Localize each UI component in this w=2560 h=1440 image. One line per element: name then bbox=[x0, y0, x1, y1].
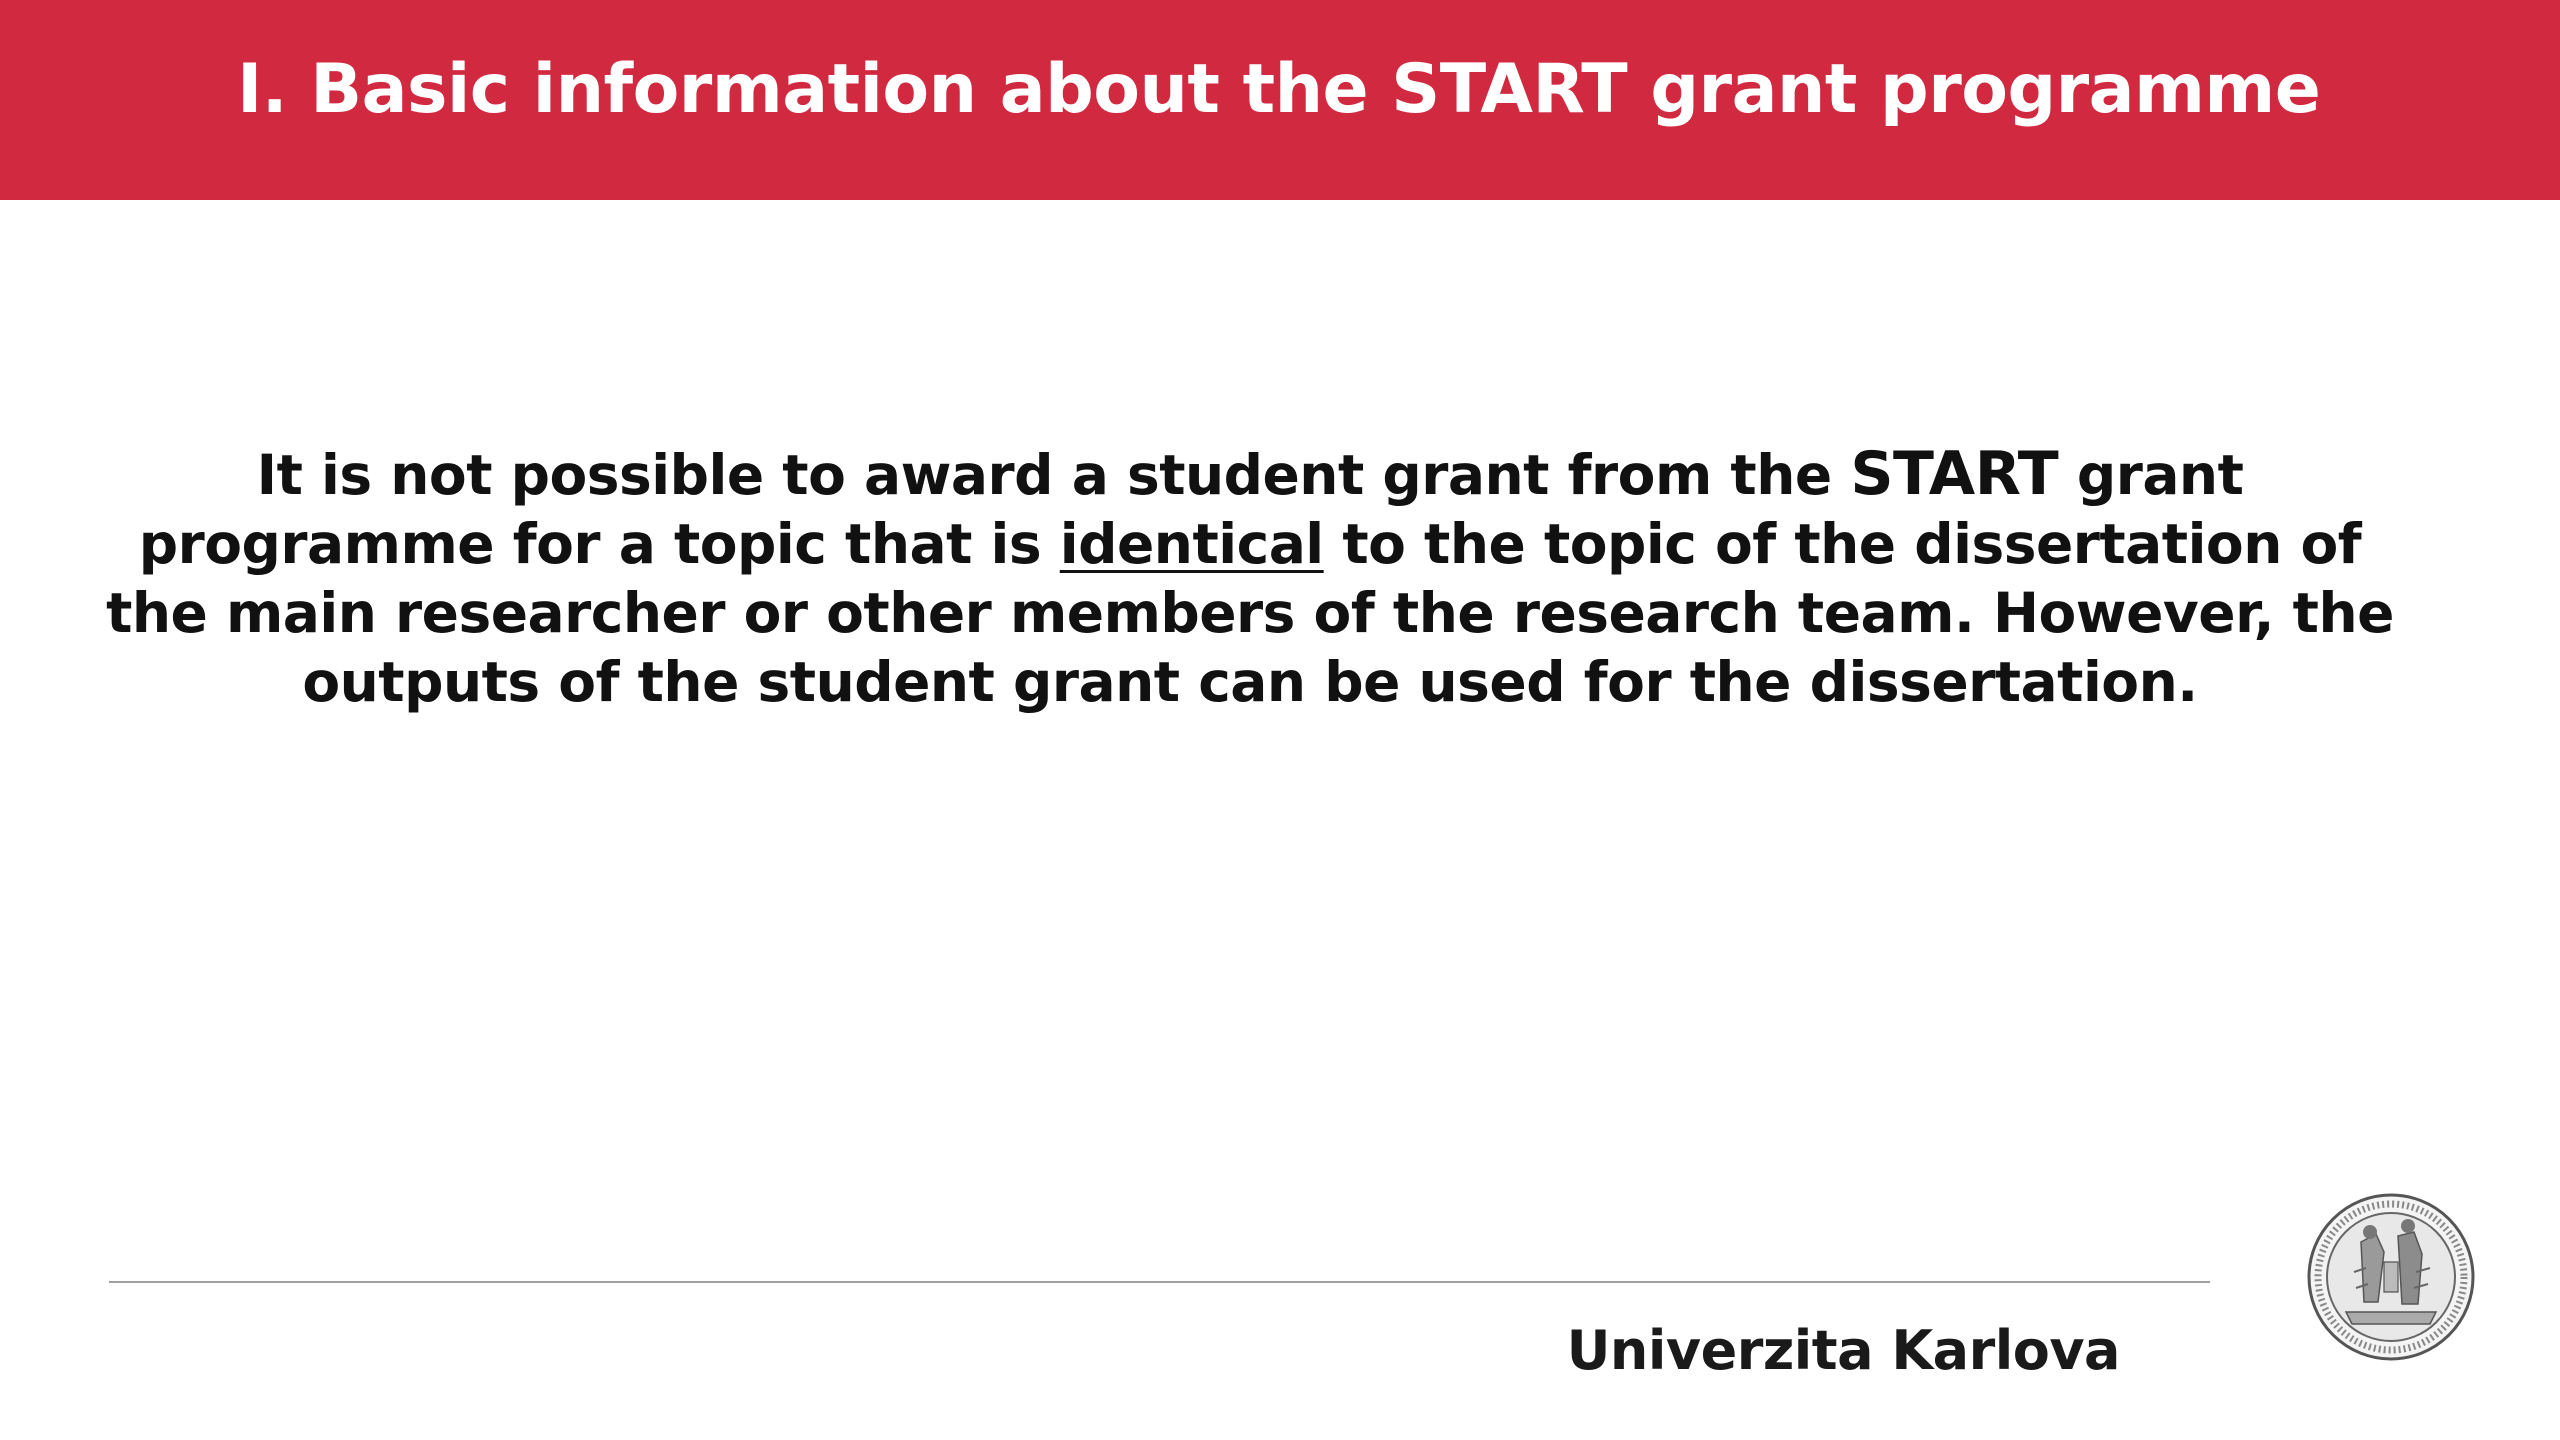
footer-institution-name: Univerzita Karlova bbox=[1566, 1319, 2120, 1382]
title-bar bbox=[0, 0, 2560, 200]
slide-title: I. Basic information about the START grant programme bbox=[237, 50, 2321, 129]
body-text-part-2: grant programme for a topic that is bbox=[138, 443, 2244, 576]
body-text-part-3: to the topic of the dissertation of the main researcher or other members of the research team. However, the outputs of the student grant can be used for the dissertation. bbox=[106, 512, 2394, 714]
footer-divider bbox=[109, 1281, 2210, 1283]
identical-underlined: identical bbox=[1059, 512, 1324, 576]
university-seal-icon bbox=[2306, 1192, 2476, 1362]
start-emphasis: START bbox=[1850, 439, 2059, 509]
slide-body-text bbox=[80, 440, 2420, 717]
body-text-part-1: It is not possible to award a student grant from the bbox=[256, 443, 1851, 507]
